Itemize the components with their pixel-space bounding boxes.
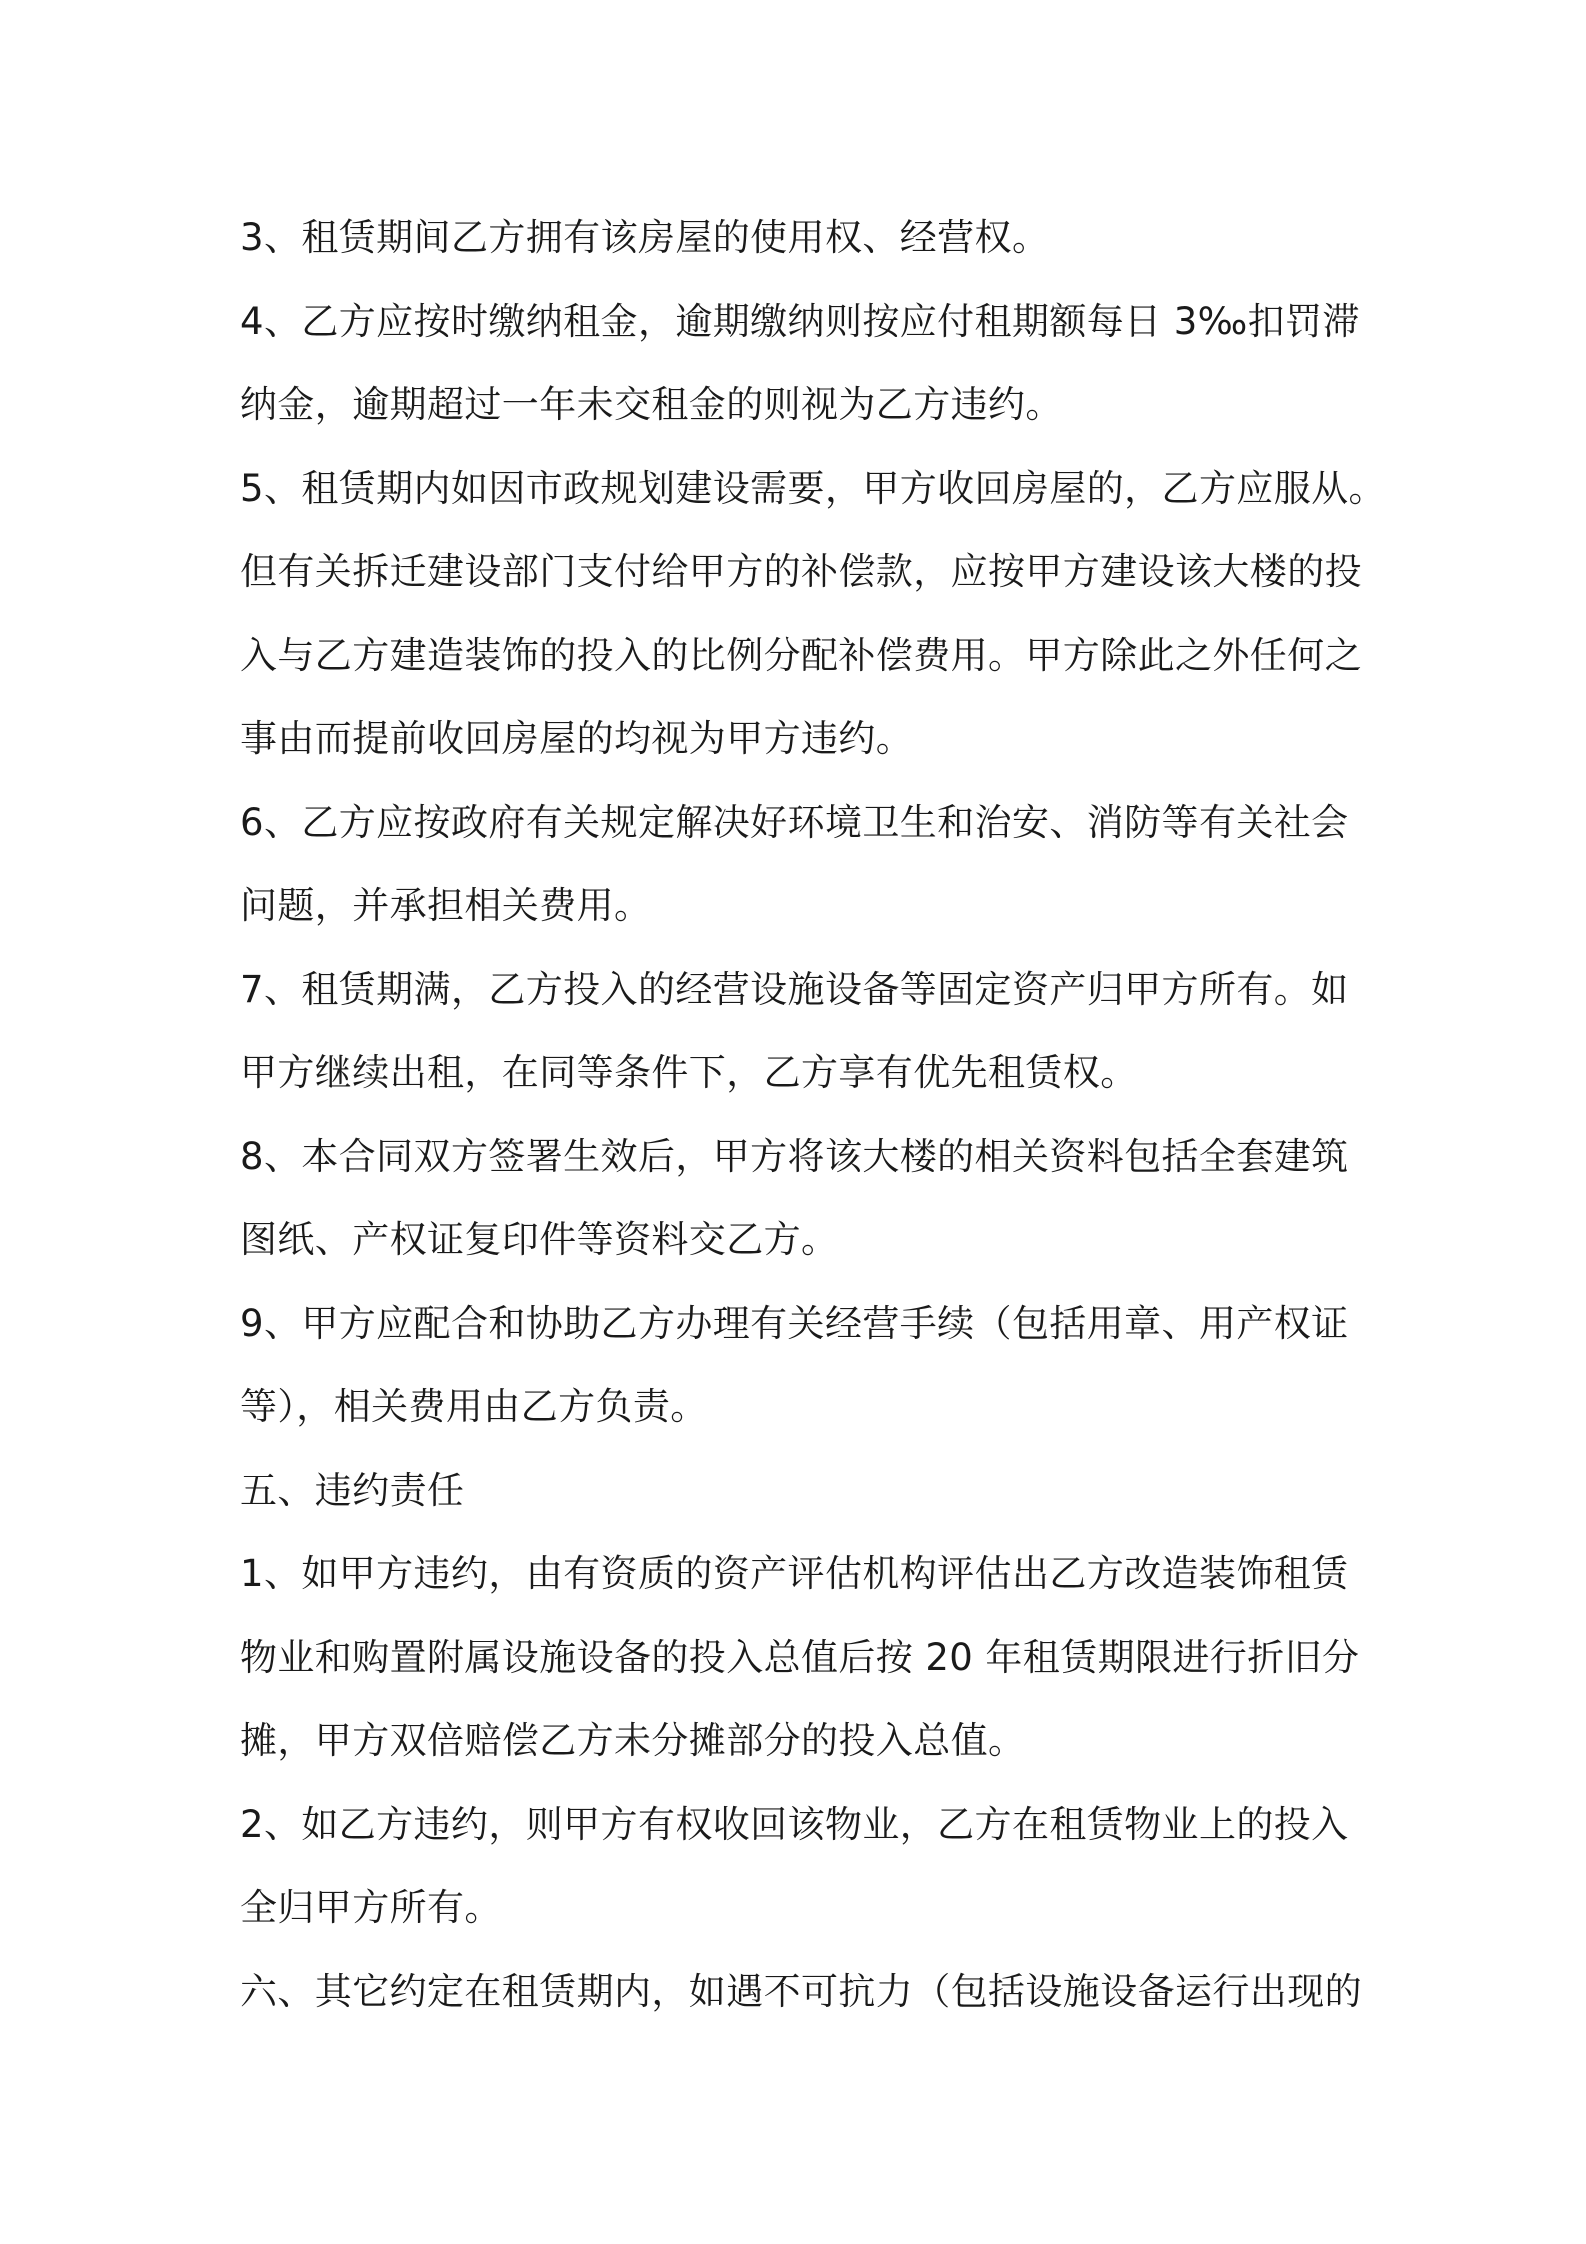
breach-1-line-1: 1、如甲方违约，由有资质的资产评估机构评估出乙方改造装饰租赁 — [240, 1552, 1349, 1595]
clause-8-line-1: 8、本合同双方签署生效后，甲方将该大楼的相关资料包括全套建筑 — [240, 1134, 1349, 1178]
document-body — [240, 196, 1386, 2033]
clause-7-line-1: 7、租赁期满，乙方投入的经营设施设备等固定资产归甲方所有。如 — [240, 967, 1349, 1011]
breach-1-line-2: 物业和购置附属设施设备的投入总值后按 20 年租赁期限进行折旧分 — [240, 1635, 1360, 1679]
clause-3-line-1: 3、租赁期间乙方拥有该房屋的使用权、经营权。 — [240, 216, 1050, 259]
section-6-line-1: 六、其它约定在租赁期内，如遇不可抗力（包括设施设备运行出现的 — [240, 1969, 1362, 2013]
clause-6-line-2: 问题，并承担相关费用。 — [240, 884, 652, 927]
breach-1-line-3: 摊，甲方双倍赔偿乙方未分摊部分的投入总值。 — [240, 1719, 1026, 1762]
clause-9-line-2: 等），相关费用由乙方负责。 — [240, 1385, 708, 1428]
clause-5-line-2: 但有关拆迁建设部门支付给甲方的补偿款，应按甲方建设该大楼的投 — [240, 550, 1362, 593]
clause-8-line-2: 图纸、产权证复印件等资料交乙方。 — [240, 1218, 839, 1261]
breach-2-line-1: 2、如乙方违约，则甲方有权收回该物业，乙方在租赁物业上的投入 — [240, 1802, 1349, 1846]
clause-6-line-1: 6、乙方应按政府有关规定解决好环境卫生和治安、消防等有关社会 — [240, 800, 1349, 844]
clause-5-line-3: 入与乙方建造装饰的投入的比例分配补偿费用。甲方除此之外任何之 — [240, 633, 1362, 677]
clause-5-line-4: 事由而提前收回房屋的均视为甲方违约。 — [240, 717, 914, 760]
clause-5-line-1: 5、租赁期内如因市政规划建设需要，甲方收回房屋的，乙方应服从。 — [240, 466, 1386, 510]
section-5-heading: 五、违约责任 — [240, 1468, 465, 1512]
clause-7-line-2: 甲方继续出租，在同等条件下，乙方享有优先租赁权。 — [240, 1051, 1138, 1094]
breach-2-line-2: 全归甲方所有。 — [240, 1886, 502, 1929]
clause-4-line-1: 4、乙方应按时缴纳租金，逾期缴纳则按应付租期额每日 3‰扣罚滞 — [240, 299, 1360, 343]
clause-4-line-2: 纳金，逾期超过一年未交租金的则视为乙方违约。 — [240, 383, 1063, 426]
clause-9-line-1: 9、甲方应配合和协助乙方办理有关经营手续（包括用章、用产权证 — [240, 1301, 1349, 1345]
